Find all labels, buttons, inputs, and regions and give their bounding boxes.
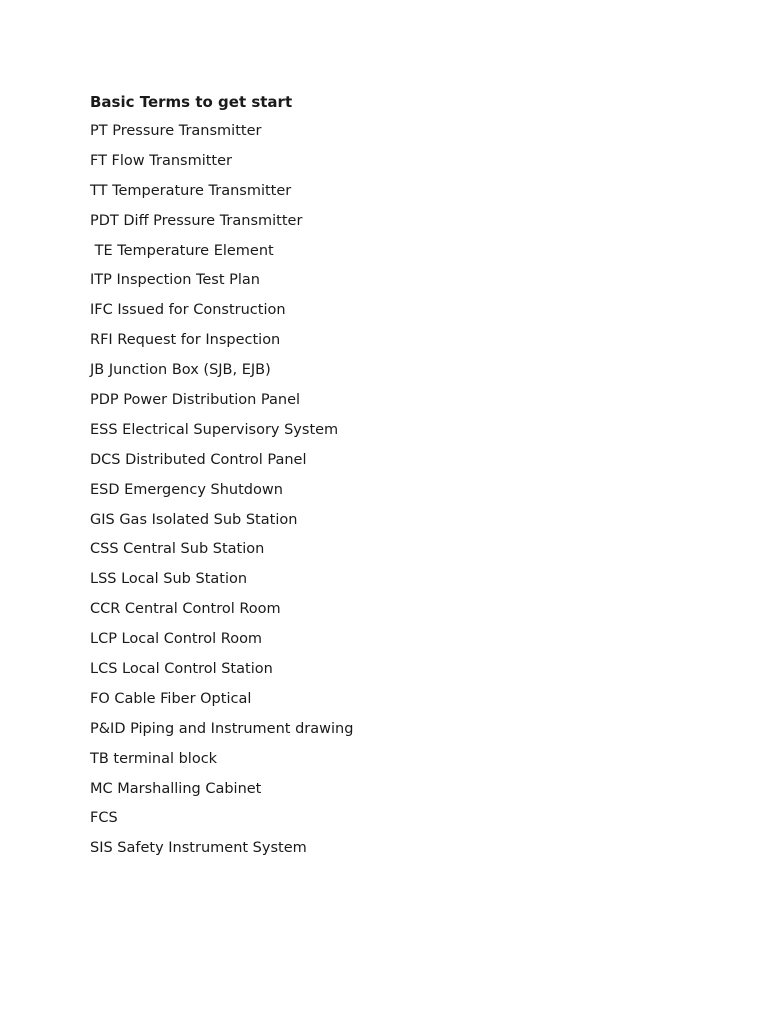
term-item: FT Flow Transmitter	[90, 152, 232, 169]
term-item: TB terminal block	[90, 750, 218, 767]
term-item: CSS Central Sub Station	[90, 541, 265, 558]
term-item: CCR Central Control Room	[90, 601, 281, 618]
term-item: IFC Issued for Construction	[90, 302, 286, 319]
term-item: LCS Local Control Station	[90, 661, 273, 678]
term-item: FCS	[90, 810, 118, 827]
term-item: MC Marshalling Cabinet	[90, 780, 262, 797]
document-title: Basic Terms to get start	[90, 93, 293, 111]
term-item: ESD Emergency Shutdown	[90, 481, 283, 498]
term-item: TT Temperature Transmitter	[90, 182, 292, 199]
term-item: PT Pressure Transmitter	[90, 123, 262, 139]
term-item: GIS Gas Isolated Sub Station	[90, 511, 298, 528]
term-item: PDP Power Distribution Panel	[90, 392, 301, 409]
term-item: FO Cable Fiber Optical	[90, 690, 252, 707]
terms-list	[90, 121, 710, 868]
term-item: ITP Inspection Test Plan	[90, 272, 260, 289]
term-item: SIS Safety Instrument System	[90, 840, 307, 857]
term-item: RFI Request for Inspection	[90, 332, 281, 349]
term-item: DCS Distributed Control Panel	[90, 451, 307, 468]
term-item: PDT Diff Pressure Transmitter	[90, 212, 303, 229]
term-item: P&ID Piping and Instrument drawing	[90, 720, 354, 737]
term-item: TE Temperature Element	[90, 242, 274, 259]
term-item: JB Junction Box (SJB, EJB)	[90, 362, 271, 379]
term-item: LSS Local Sub Station	[90, 571, 248, 588]
term-item: LCP Local Control Room	[90, 631, 263, 648]
term-item: ESS Electrical Supervisory System	[90, 421, 339, 438]
document-page	[90, 92, 710, 868]
